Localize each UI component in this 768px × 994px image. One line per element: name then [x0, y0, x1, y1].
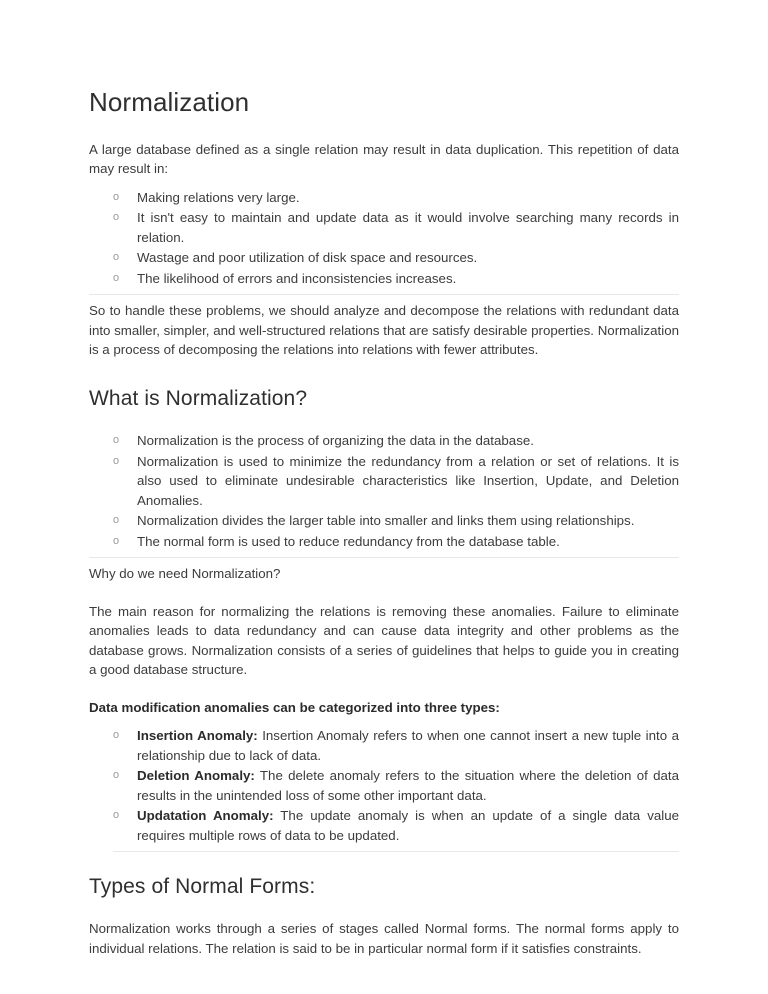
list-item-text: It isn't easy to maintain and update data as it would involve searching many records in relation.	[137, 210, 679, 245]
list-item-text: The normal form is used to reduce redundancy from the database table.	[137, 533, 560, 549]
bullet-circle-icon: o	[113, 514, 120, 527]
bullet-circle-icon: o	[113, 534, 120, 547]
list-item	[89, 269, 679, 289]
bullet-circle-icon: o	[113, 454, 120, 467]
bullet-circle-icon: o	[113, 271, 120, 284]
list-item	[89, 248, 679, 268]
bullet-circle-icon: o	[113, 769, 120, 782]
normalization-points-list	[89, 431, 679, 551]
anomaly-definition: The delete anomaly refers to the situation where the deletion of data results in the unintended loss of some other important data.	[137, 768, 679, 803]
anomalies-lead-text: Data modification anomalies can be categorized into three types:	[89, 699, 500, 715]
section-divider	[113, 851, 679, 852]
list-item	[89, 208, 679, 247]
main-reason-paragraph: The main reason for normalizing the relations is removing these anomalies. Failure to eliminate anomalies leads to data redundancy and can cause data integrity and other problems as the database grows. Normalization consists of a series of guidelines that helps to guide you in creating a good database structure.	[89, 603, 679, 678]
list-item	[89, 511, 679, 531]
anomaly-term: Deletion Anomaly:	[137, 768, 255, 784]
list-item	[89, 766, 679, 805]
bullet-circle-icon: o	[113, 211, 120, 224]
anomaly-types-list	[89, 726, 679, 845]
section-divider	[89, 294, 679, 295]
handle-problems-paragraph: So to handle these problems, we should analyze and decompose the relations with redundant data into smaller, simpler, and well-structured relations that are satisfy desirable properties. Normalization is a process of decomposing the relations into relations with fewer attributes.	[89, 303, 679, 358]
intro-paragraph: A large database defined as a single relation may result in data duplication. This repetition of data may result in:	[89, 141, 679, 177]
list-item	[89, 452, 679, 511]
list-item	[89, 188, 679, 208]
list-item	[89, 431, 679, 451]
page-title: Normalization	[89, 87, 250, 117]
heading-types-of-normal-forms: Types of Normal Forms:	[89, 875, 316, 899]
heading-what-is-normalization: What is Normalization?	[89, 386, 308, 410]
bullet-circle-icon: o	[113, 190, 120, 203]
list-item-text: Normalization is used to minimize the redundancy from a relation or set of relations. It is also used to eliminate undesirable characteristics like Insertion, Update, and Deletion Anomalies.	[137, 453, 679, 508]
why-normalization-question: Why do we need Normalization?	[89, 566, 281, 582]
document-content	[89, 88, 679, 958]
anomaly-definition: Insertion Anomaly refers to when one cannot insert a new tuple into a relationship due to lack of data.	[137, 728, 679, 763]
bullet-circle-icon: o	[113, 434, 120, 447]
anomaly-definition: The update anomaly is when an update of a single data value requires multiple rows of data to be updated.	[137, 808, 679, 843]
anomaly-term: Updatation Anomaly:	[137, 808, 274, 824]
bullet-circle-icon: o	[113, 809, 120, 822]
anomaly-term: Insertion Anomaly:	[137, 728, 258, 744]
list-item-text: The likelihood of errors and inconsistencies increases.	[137, 270, 457, 286]
list-item	[89, 726, 679, 765]
normal-forms-paragraph: Normalization works through a series of stages called Normal forms. The normal forms apply to individual relations. The relation is said to be in particular normal form if it satisfies constraints.	[89, 921, 679, 956]
list-item-text: Normalization is the process of organizing the data in the database.	[137, 433, 534, 449]
bullet-circle-icon: o	[113, 251, 120, 264]
problems-list	[89, 188, 679, 289]
list-item-text: Making relations very large.	[137, 189, 300, 205]
list-item-text: Normalization divides the larger table into smaller and links them using relationships.	[137, 513, 635, 529]
list-item-text: Wastage and poor utilization of disk space and resources.	[137, 250, 478, 266]
bullet-circle-icon: o	[113, 729, 120, 742]
list-item	[89, 532, 679, 552]
list-item	[89, 806, 679, 845]
section-divider	[89, 557, 679, 558]
